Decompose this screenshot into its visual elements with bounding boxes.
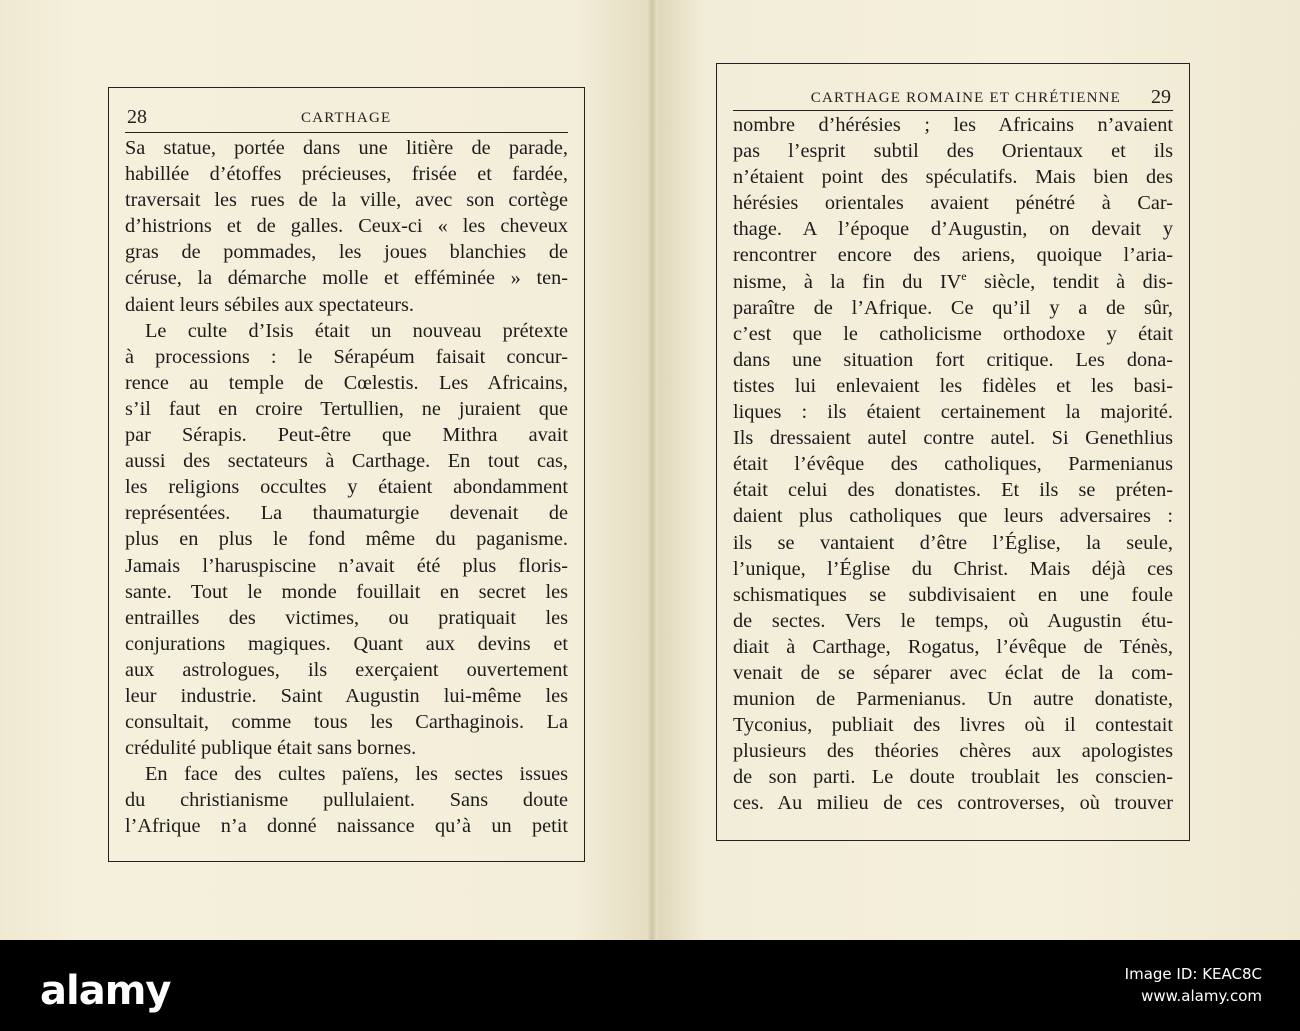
brand-logo: alamy bbox=[40, 968, 171, 1014]
right-text-line: ces. Au milieu de ces controverses, où trouver bbox=[733, 792, 1173, 815]
left-page-number: 28 bbox=[127, 106, 147, 128]
right-page-frame bbox=[716, 63, 1190, 841]
right-text-line: n’étaient point des spéculatifs. Mais bien des bbox=[733, 166, 1173, 189]
left-text-line: consultait, comme tous les Carthaginois. La bbox=[125, 711, 568, 734]
right-text-line: tistes lui enlevaient les fidèles et les basi- bbox=[733, 374, 1173, 397]
left-text-line: à processions : le Sérapéum faisait concur- bbox=[125, 345, 568, 368]
right-text-line: Ils dressaient autel contre autel. Si Genethlius bbox=[733, 427, 1173, 450]
left-text-line: Le culte d’Isis était un nouveau prétexte bbox=[145, 319, 568, 342]
left-text-line: leur industrie. Saint Augustin lui-même les bbox=[125, 684, 568, 707]
left-page-text bbox=[125, 135, 568, 840]
right-text-line: c’est que le catholicisme orthodoxe y était bbox=[733, 322, 1173, 345]
right-text-line: nisme, à la fin du IVe siècle, tendit à dis- bbox=[733, 268, 1173, 293]
right-text-line: nombre d’hérésies ; les Africains n’avaient bbox=[733, 114, 1173, 136]
right-text-line: était celui des donatistes. Et ils se préten- bbox=[733, 479, 1173, 502]
left-text-line: aussi des sectateurs à Carthage. En tout cas, bbox=[125, 450, 568, 473]
image-id-text: Image ID: KEAC8C bbox=[1124, 965, 1262, 983]
left-running-head: CARTHAGE bbox=[301, 110, 392, 126]
image-credit bbox=[1125, 963, 1262, 1007]
right-running-head: CARTHAGE ROMAINE ET CHRÉTIENNE bbox=[810, 90, 1121, 106]
left-page-header bbox=[125, 102, 568, 133]
right-text-line: liques : ils étaient certainement la majorité. bbox=[733, 401, 1173, 424]
left-text-line: traversait les rues de la ville, avec son cortège bbox=[125, 189, 568, 212]
watermark-footer bbox=[0, 940, 1300, 1031]
left-text-line: Jamais l’haruspiscine n’avait été plus floris- bbox=[125, 554, 568, 577]
left-text-line: entrailles des victimes, ou pratiquait les bbox=[125, 606, 568, 629]
right-text-line: hérésies orientales avaient pénétré à Car- bbox=[733, 192, 1173, 215]
left-text-line: l’Afrique n’a donné naissance qu’à un petit bbox=[125, 815, 568, 838]
left-text-line: rence au temple de Cœlestis. Les Africains, bbox=[125, 371, 568, 394]
left-text-line: du christianisme pullulaient. Sans doute bbox=[125, 789, 568, 812]
right-page-header bbox=[733, 82, 1173, 111]
right-text-line: de sectes. Vers le temps, où Augustin étu- bbox=[733, 609, 1173, 632]
left-page-frame bbox=[108, 87, 585, 862]
right-text-line: Tyconius, publiait des livres où il contestait bbox=[733, 714, 1173, 737]
right-text-line: venait de se séparer avec éclat de la com- bbox=[733, 661, 1173, 684]
right-text-line: diait à Carthage, Rogatus, l’évêque de Ténès, bbox=[733, 635, 1173, 658]
right-text-line: pas l’esprit subtil des Orientaux et ils bbox=[733, 140, 1173, 163]
right-text-line: de son parti. Le doute troublait les conscien- bbox=[733, 766, 1173, 789]
left-text-line: les religions occultes y étaient abondamment bbox=[125, 476, 568, 499]
left-text-line: plus en plus le fond même du paganisme. bbox=[125, 528, 568, 551]
left-text-line: s’il faut en croire Tertullien, ne juraient que bbox=[125, 397, 568, 420]
left-text-line: céruse, la démarche molle et efféminée » ten- bbox=[125, 267, 568, 290]
left-text-line: aux astrologues, ils exerçaient ouvertement bbox=[125, 658, 568, 681]
right-text-line: dans une situation fort critique. Les dona- bbox=[733, 348, 1173, 371]
right-text-line: schismatiques se subdivisaient en une foule bbox=[733, 583, 1173, 606]
left-text-line: représentées. La thaumaturgie devenait de bbox=[125, 502, 568, 525]
site-url-text: www.alamy.com bbox=[1141, 987, 1262, 1005]
right-page-number: 29 bbox=[1151, 86, 1171, 108]
left-text-line: par Sérapis. Peut-être que Mithra avait bbox=[125, 424, 568, 447]
right-text-line: était l’évêque des catholiques, Parmenianus bbox=[733, 453, 1173, 476]
right-text-line: daient plus catholiques que leurs adversaires : bbox=[733, 505, 1173, 528]
right-text-line: thage. A l’époque d’Augustin, on devait y bbox=[733, 218, 1173, 241]
left-text-line: crédulité publique était sans bornes. bbox=[125, 737, 417, 760]
left-text-line: En face des cultes païens, les sectes issues bbox=[145, 763, 568, 786]
left-text-line: habillée d’étoffes précieuses, frisée et fardée, bbox=[125, 163, 568, 186]
right-text-line: paraître de l’Afrique. Ce qu’il y a de sûr, bbox=[733, 296, 1173, 319]
left-text-line: daient leurs sébiles aux spectateurs. bbox=[125, 293, 414, 316]
left-text-line: d’histrions et de galles. Ceux-ci « les cheveux bbox=[125, 215, 568, 238]
right-text-line: plusieurs des théories chères aux apologistes bbox=[733, 740, 1173, 763]
left-text-line: gras de pommades, les joues blanchies de bbox=[125, 241, 568, 264]
right-text-line: l’unique, l’Église du Christ. Mais déjà ces bbox=[733, 557, 1173, 580]
book-gutter bbox=[646, 0, 658, 940]
left-text-line: conjurations magiques. Quant aux devins et bbox=[125, 632, 568, 655]
right-text-line: ils se vantaient d’être l’Église, la seule, bbox=[733, 531, 1173, 554]
right-text-line: munion de Parmenianus. Un autre donatiste, bbox=[733, 688, 1173, 711]
right-page-text bbox=[733, 112, 1173, 817]
left-text-line: Sa statue, portée dans une litière de parade, bbox=[125, 137, 568, 159]
right-text-line: rencontrer encore des ariens, quoique l’aria- bbox=[733, 244, 1173, 267]
left-text-line: sante. Tout le monde fouillait en secret les bbox=[125, 580, 568, 603]
